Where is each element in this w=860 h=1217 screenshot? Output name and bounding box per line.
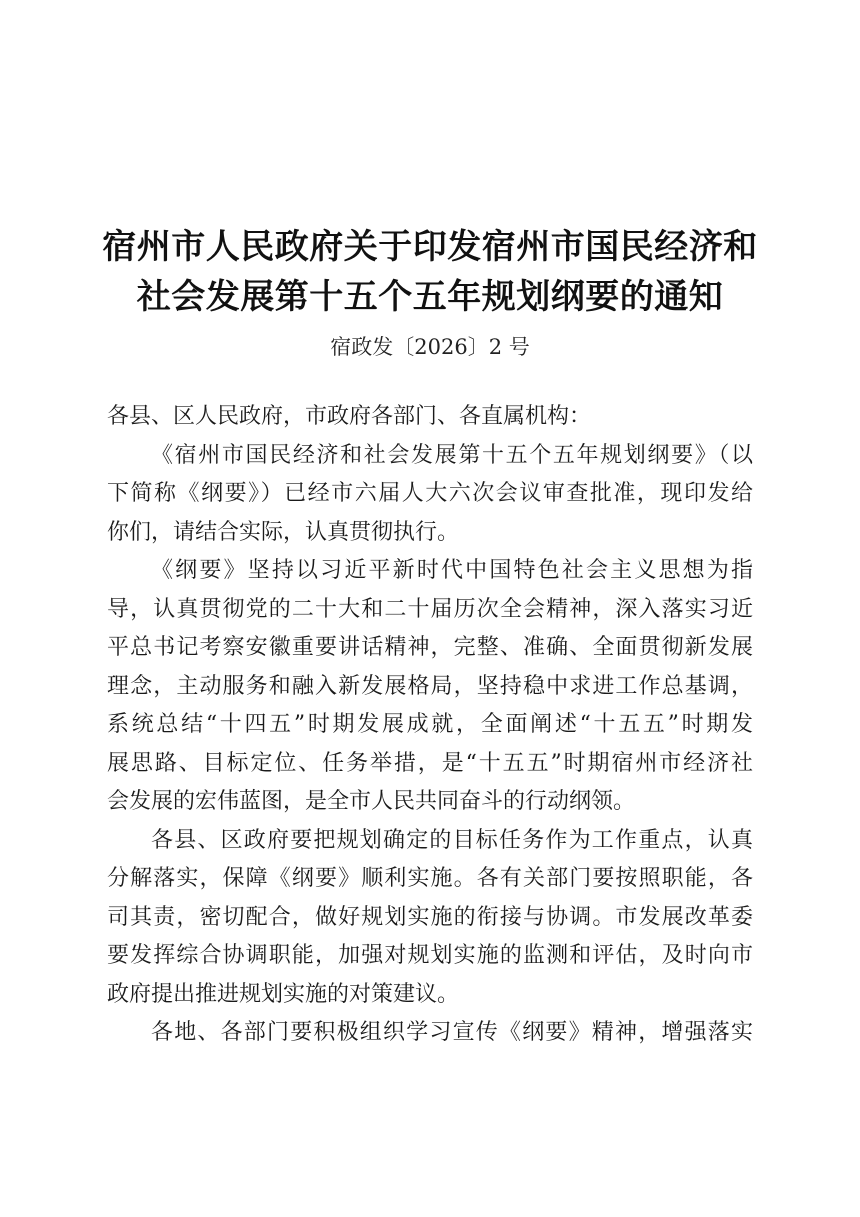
title-block (0, 222, 860, 362)
document-title-line-1: 宿州市人民政府关于印发宿州市国民经济和 (102, 227, 758, 267)
paragraph-2-line: 平总书记考察安徽重要讲话精神，完整、准确、全面贯彻新发展 (107, 635, 753, 660)
paragraph-3-line: 分解落实，保障《纲要》顺利实施。各有关部门要按照职能，各 (107, 866, 753, 891)
paragraph-1-line: 下简称《纲要》）已经市六届人大六次会议审查批准，现印发给 (107, 481, 753, 506)
paragraph-4-line: 各地、各部门要积极组织学习宣传《纲要》精神，增强落实 (151, 1020, 753, 1045)
paragraph-2-line: 系统总结“十四五”时期发展成就，全面阐述“十五五”时期发 (107, 712, 753, 737)
paragraph-3-line: 政府提出推进规划实施的对策建议。 (107, 981, 460, 1007)
paragraph-1-line: 你们，请结合实际，认真贯彻执行。 (107, 519, 460, 545)
paragraph-3-line: 司其责，密切配合，做好规划实施的衔接与协调。市发展改革委 (107, 904, 753, 930)
paragraph-3-line: 要发挥综合协调职能，加强对规划实施的监测和评估，及时向市 (107, 943, 753, 968)
document-number: 宿政发〔2026〕2 号 (330, 335, 530, 359)
paragraph-2-line: 会发展的宏伟蓝图，是全市人民共同奋斗的行动纲领。 (107, 789, 636, 814)
salutation: 各县、区人民政府，市政府各部门、各直属机构： (107, 404, 592, 429)
paragraph-2-line: 导，认真贯彻党的二十大和二十届历次全会精神，深入落实习近 (107, 596, 753, 622)
paragraph-1-line: 《宿州市国民经济和社会发展第十五个五年规划纲要》（以 (151, 442, 753, 468)
paragraph-3-line: 各县、区政府要把规划确定的目标任务作为工作重点，认真 (151, 827, 753, 853)
paragraph-2-line: 理念，主动服务和融入新发展格局，坚持稳中求进工作总基调， (107, 673, 753, 699)
paragraph-2-line: 《纲要》坚持以习近平新时代中国特色社会主义思想为指 (151, 558, 753, 583)
document-title-line-2: 社会发展第十五个五年规划纲要的通知 (136, 277, 724, 317)
document-body (107, 398, 753, 1053)
paragraph-2-line: 展思路、目标定位、任务举措，是“十五五”时期宿州市经济社 (107, 750, 753, 776)
